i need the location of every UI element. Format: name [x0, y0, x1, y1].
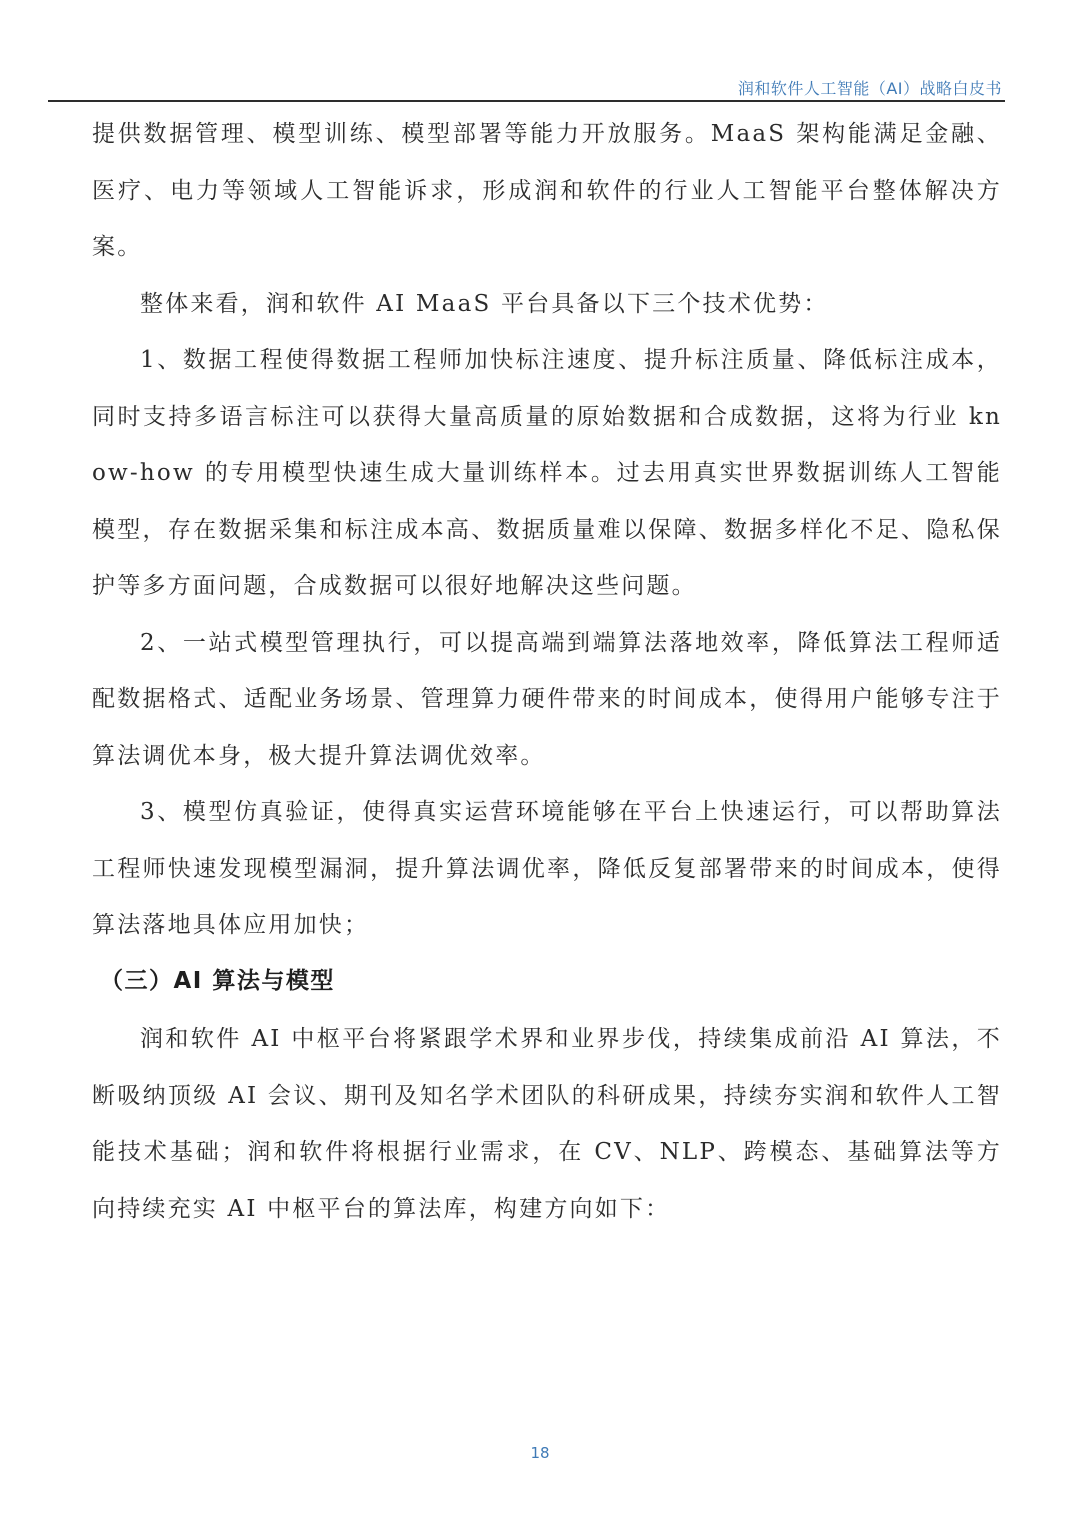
section-heading: （三）AI 算法与模型 — [100, 968, 335, 994]
paragraph-advantage-2: 2、一站式模型管理执行，可以提高端到端算法落地效率，降低算法工程师适配数据格式、适配业务场景、管理算力硬件带来的时间成本，使得用户能够专注于算法调优本身，极大提升算法调优效率。 — [92, 629, 1002, 769]
paragraph-advantages-intro: 整体来看，润和软件 AI MaaS 平台具备以下三个技术优势： — [140, 290, 829, 317]
section-content — [92, 1011, 1002, 1237]
body-content — [92, 106, 1002, 954]
paragraph-maas-continuation: 提供数据管理、模型训练、模型部署等能力开放服务。MaaS 架构能满足金融、医疗、电力等领域人工智能诉求，形成润和软件的行业人工智能平台整体解决方案。 — [92, 121, 1002, 260]
paragraph-advantage-3: 3、模型仿真验证，使得真实运营环境能够在平台上快速运行，可以帮助算法工程师快速发现模型漏洞，提升算法调优率，降低反复部署带来的时间成本，使得算法落地具体应用加快； — [92, 799, 1002, 938]
page-number: 18 — [530, 1444, 550, 1462]
header-divider — [48, 100, 1005, 102]
paragraph-advantage-1: 1、数据工程使得数据工程师加快标注速度、提升标注质量、降低标注成本，同时支持多语言标注可以获得大量高质量的原始数据和合成数据，这将为行业 know-how 的专用模型快速生成大量训练样本。过去用真实世界数据训练人工智能模型，存在数据采集和标注成本高、数据质量难以保障、数据多样化不足、隐私保护等多方面问题，合成数据可以很好地解决这些问题。 — [92, 347, 1002, 599]
header-title: 润和软件人工智能（AI）战略白皮书 — [737, 79, 1002, 98]
paragraph-ai-algorithms: 润和软件 AI 中枢平台将紧跟学术界和业界步伐，持续集成前沿 AI 算法，不断吸纳顶级 AI 会议、期刊及知名学术团队的科研成果，持续夯实润和软件人工智能技术基础；润和软件将根据行业需求，在 CV、NLP、跨模态、基础算法等方向持续充实 AI 中枢平台的算法库，构建方向如下： — [92, 1026, 1002, 1222]
